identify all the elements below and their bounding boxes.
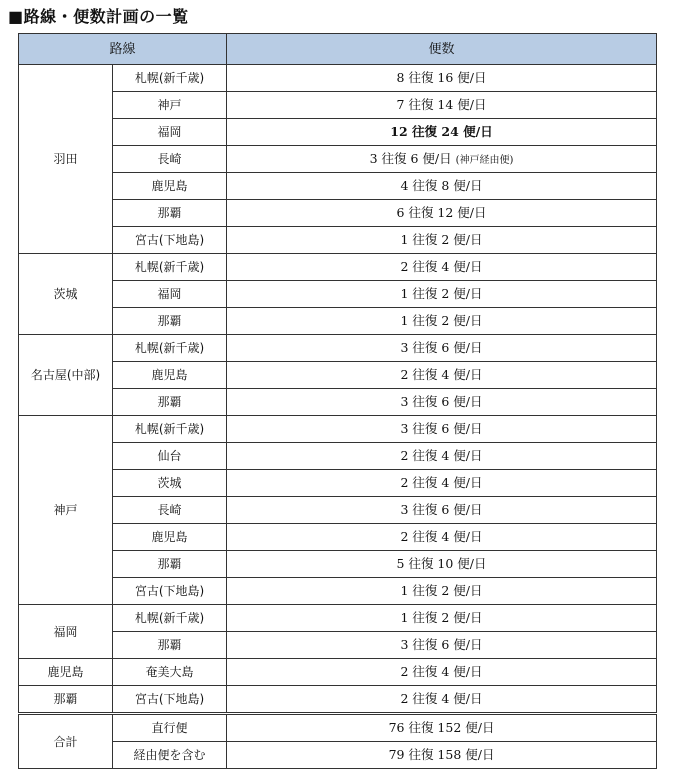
frequency-value: 12 往復 24 便/日: [390, 123, 493, 139]
table-row: [19, 119, 657, 146]
table-row: [19, 578, 657, 605]
destination-cell: 福岡: [113, 281, 227, 308]
table-row: [19, 686, 657, 714]
frequency-value: 1 往復 2 便/日: [400, 312, 483, 328]
frequency-value: 2 往復 4 便/日: [400, 690, 483, 706]
destination-cell: 札幌(新千歳): [113, 335, 227, 362]
destination-cell: 奄美大島: [113, 659, 227, 686]
route-column-header: 路線: [19, 34, 227, 65]
frequency-cell: [227, 146, 657, 173]
frequency-value: 3 往復 6 便/日: [400, 420, 483, 436]
destination-cell: 札幌(新千歳): [113, 65, 227, 92]
destination-cell: 神戸: [113, 92, 227, 119]
frequency-cell: [227, 362, 657, 389]
frequency-cell: [227, 470, 657, 497]
frequency-cell: [227, 119, 657, 146]
table-row: [19, 416, 657, 443]
frequency-cell: [227, 659, 657, 686]
frequency-cell: [227, 92, 657, 119]
frequency-value: 2 往復 4 便/日: [400, 663, 483, 679]
frequency-cell: [227, 65, 657, 92]
frequency-value: 1 往復 2 便/日: [400, 231, 483, 247]
destination-cell: 直行便: [113, 714, 227, 742]
frequency-cell: [227, 632, 657, 659]
destination-cell: 鹿児島: [113, 173, 227, 200]
origin-cell: 茨城: [19, 254, 113, 335]
destination-cell: 那覇: [113, 389, 227, 416]
frequency-cell: [227, 714, 657, 742]
table-row: [19, 281, 657, 308]
frequency-cell: [227, 416, 657, 443]
table-row: [19, 335, 657, 362]
frequency-cell: [227, 578, 657, 605]
route-flights-table: [18, 33, 657, 769]
frequency-value: 3 往復 6 便/日: [400, 339, 483, 355]
destination-cell: 仙台: [113, 443, 227, 470]
destination-cell: 那覇: [113, 551, 227, 578]
table-row: [19, 92, 657, 119]
destination-cell: 宮古(下地島): [113, 578, 227, 605]
table-row: [19, 200, 657, 227]
frequency-value: 3 往復 6 便/日: [400, 393, 483, 409]
frequency-cell: [227, 686, 657, 714]
table-row: [19, 742, 657, 769]
table-row: [19, 497, 657, 524]
frequency-value: 4 往復 8 便/日: [400, 177, 483, 193]
origin-cell: 羽田: [19, 65, 113, 254]
table-row: [19, 605, 657, 632]
frequency-value: 2 往復 4 便/日: [400, 366, 483, 382]
frequency-cell: [227, 335, 657, 362]
origin-cell: 合計: [19, 714, 113, 769]
destination-cell: 長崎: [113, 497, 227, 524]
destination-cell: 鹿児島: [113, 524, 227, 551]
frequency-value: 5 往復 10 便/日: [396, 555, 487, 571]
frequency-value: 79 往復 158 便/日: [388, 746, 495, 762]
table-row: [19, 524, 657, 551]
origin-cell: 神戸: [19, 416, 113, 605]
frequency-value: 1 往復 2 便/日: [400, 609, 483, 625]
frequency-cell: [227, 605, 657, 632]
destination-cell: 札幌(新千歳): [113, 254, 227, 281]
frequency-value: 7 往復 14 便/日: [396, 96, 487, 112]
frequency-value: 6 往復 12 便/日: [396, 204, 487, 220]
frequency-cell: [227, 227, 657, 254]
destination-cell: 宮古(下地島): [113, 227, 227, 254]
table-header-row: [19, 34, 657, 65]
frequency-value: 3 往復 6 便/日: [369, 150, 452, 166]
frequency-value: 1 往復 2 便/日: [400, 582, 483, 598]
frequency-value: 2 往復 4 便/日: [400, 258, 483, 274]
origin-cell: 名古屋(中部): [19, 335, 113, 416]
origin-cell: 鹿児島: [19, 659, 113, 686]
frequency-value: 2 往復 4 便/日: [400, 474, 483, 490]
destination-cell: 那覇: [113, 632, 227, 659]
page-title: ■路線・便数計画の一覧: [8, 7, 189, 26]
table-row: [19, 362, 657, 389]
table-row: [19, 714, 657, 742]
frequency-cell: [227, 551, 657, 578]
frequency-cell: [227, 173, 657, 200]
destination-cell: 宮古(下地島): [113, 686, 227, 714]
table-row: [19, 254, 657, 281]
origin-cell: 福岡: [19, 605, 113, 659]
destination-cell: 経由便を含む: [113, 742, 227, 769]
frequency-cell: [227, 443, 657, 470]
destination-cell: 鹿児島: [113, 362, 227, 389]
flights-column-header: 便数: [227, 34, 657, 65]
table-row: [19, 173, 657, 200]
frequency-cell: [227, 254, 657, 281]
frequency-value: 3 往復 6 便/日: [400, 501, 483, 517]
destination-cell: 那覇: [113, 308, 227, 335]
table-row: [19, 632, 657, 659]
destination-cell: 札幌(新千歳): [113, 416, 227, 443]
origin-cell: 那覇: [19, 686, 113, 714]
table-body: [19, 65, 657, 769]
destination-cell: 長崎: [113, 146, 227, 173]
frequency-value: 2 往復 4 便/日: [400, 447, 483, 463]
frequency-cell: [227, 200, 657, 227]
table-row: [19, 659, 657, 686]
frequency-value: 76 往復 152 便/日: [388, 719, 495, 735]
destination-cell: 札幌(新千歳): [113, 605, 227, 632]
frequency-cell: [227, 308, 657, 335]
table-row: [19, 551, 657, 578]
frequency-value: 3 往復 6 便/日: [400, 636, 483, 652]
table-row: [19, 146, 657, 173]
frequency-cell: [227, 497, 657, 524]
table-row: [19, 227, 657, 254]
table-row: [19, 389, 657, 416]
destination-cell: 茨城: [113, 470, 227, 497]
frequency-cell: [227, 524, 657, 551]
table-row: [19, 443, 657, 470]
frequency-value: 2 往復 4 便/日: [400, 528, 483, 544]
frequency-value: 1 往復 2 便/日: [400, 285, 483, 301]
frequency-value: 8 往復 16 便/日: [396, 69, 487, 85]
frequency-cell: [227, 389, 657, 416]
frequency-cell: [227, 281, 657, 308]
destination-cell: 那覇: [113, 200, 227, 227]
destination-cell: 福岡: [113, 119, 227, 146]
frequency-cell: [227, 742, 657, 769]
table-row: [19, 470, 657, 497]
table-row: [19, 308, 657, 335]
frequency-note: (神戸経由便): [455, 154, 514, 166]
table-row: [19, 65, 657, 92]
